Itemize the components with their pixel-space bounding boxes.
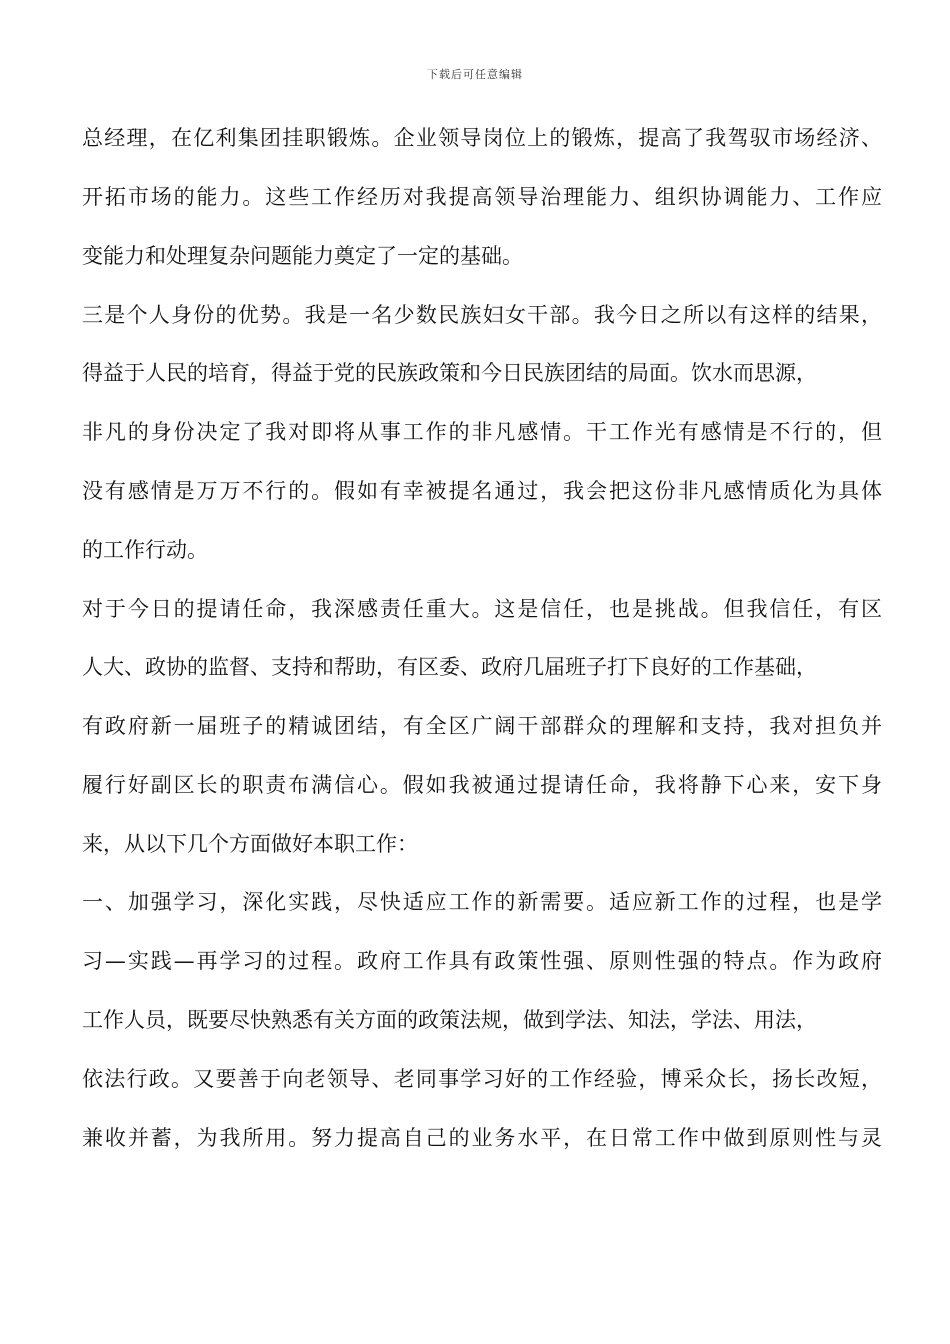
page-header: 下载后可任意编辑: [427, 68, 523, 81]
text-line: 开拓市场的能力。这些工作经历对我提高领导治理能力、组织协调能力、工作应: [82, 185, 882, 209]
text-line: 没有感情是万万不行的。假如有幸被提名通过，我会把这份非凡感情质化为具体: [82, 479, 882, 503]
text-line: 总经理，在亿利集团挂职锻炼。企业领导岗位上的锻炼，提高了我驾驭市场经济、: [82, 126, 882, 150]
text-line: 来，从以下几个方面做好本职工作：: [82, 832, 418, 856]
text-line: 非凡的身份决定了我对即将从事工作的非凡感情。干工作光有感情是不行的，但: [82, 420, 882, 444]
text-line: 得益于人民的培育，得益于党的民族政策和今日民族团结的局面。饮水而思源，: [82, 361, 817, 385]
text-line: 三是个人身份的优势。我是一名少数民族妇女干部。我今日之所以有这样的结果，: [82, 303, 882, 327]
text-line: 工作人员，既要尽快熟悉有关方面的政策法规，做到学法、知法，学法、用法，: [82, 1008, 817, 1032]
text-line: 依法行政。又要善于向老领导、老同事学习好的工作经验，博采众长，扬长改短，: [82, 1067, 882, 1091]
text-line: 习—实践—再学习的过程。政府工作具有政策性强、原则性强的特点。作为政府: [82, 949, 882, 973]
text-line: 兼收并蓄，为我所用。努力提高自己的业务水平，在日常工作中做到原则性与灵: [82, 1126, 882, 1150]
text-line: 履行好副区长的职责布满信心。假如我被通过提请任命，我将静下心来，安下身: [82, 773, 882, 797]
text-line: 的工作行动。: [82, 538, 208, 562]
text-line: 一、加强学习，深化实践，尽快适应工作的新需要。适应新工作的过程，也是学: [82, 890, 882, 914]
text-line: 有政府新一届班子的精诚团结，有全区广阔干部群众的理解和支持，我对担负并: [82, 714, 882, 738]
text-line: 变能力和处理复杂问题能力奠定了一定的基础。: [82, 244, 523, 268]
text-line: 人大、政协的监督、支持和帮助，有区委、政府几届班子打下良好的工作基础，: [82, 655, 817, 679]
text-line: 对于今日的提请任命，我深感责任重大。这是信任，也是挑战。但我信任，有区: [82, 597, 882, 621]
